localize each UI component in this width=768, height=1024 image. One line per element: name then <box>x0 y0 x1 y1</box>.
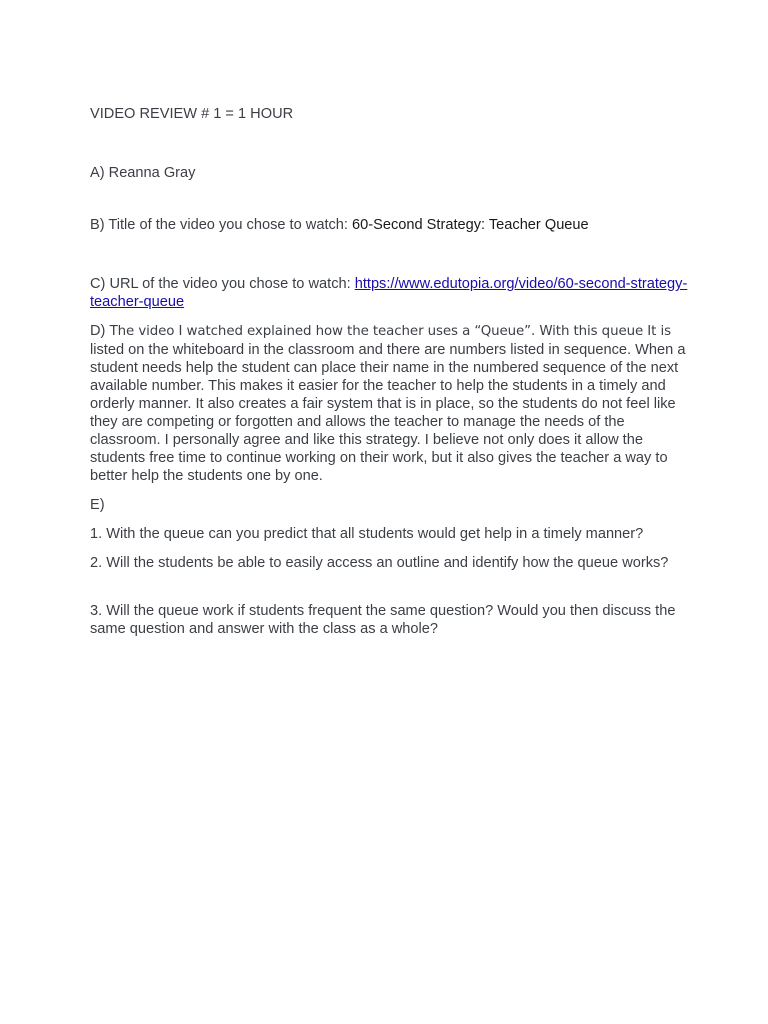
summary-label: D) <box>90 323 106 339</box>
video-url-line <box>90 275 690 311</box>
student-name-line: A) Reanna Gray <box>90 165 196 181</box>
summary-paragraph <box>90 322 690 485</box>
section-e-label: E) <box>90 497 105 513</box>
video-url-prefix: C) URL of the video you chose to watch: <box>90 276 355 292</box>
video-title-line <box>90 216 690 234</box>
document-title: VIDEO REVIEW # 1 = 1 HOUR <box>90 106 294 122</box>
video-title-value: 60-Second Strategy: Teacher Queue <box>352 217 589 233</box>
summary-body: listed on the whiteboard in the classroom and there are numbers listed in sequence. When a student needs help the student can place their name in the numbered sequence of the next available number. This makes it easier for the teacher to help the students in a timely and orderly manner. It also creates a fair system that is in place, so the students do not feel like they are competing or forgotten and allows the teacher to manage the needs of the classroom. I personally agree and like this strategy. I believe not only does it allow the students free time to continue working on their work, but it also gives the teacher a way to better help the students one by one. <box>90 342 686 484</box>
question-1: 1. With the queue can you predict that all students would get help in a timely manner? <box>90 526 644 542</box>
question-3: 3. Will the queue work if students frequent the same question? Would you then discuss the same question and answer with the class as a whole? <box>90 603 676 637</box>
video-title-prefix: B) Title of the video you chose to watch: <box>90 217 353 233</box>
summary-lead: The video I watched explained how the teacher uses a “Queue”. With this queue It is <box>105 324 671 339</box>
question-2: 2. Will the students be able to easily access an outline and identify how the queue works? <box>90 555 669 571</box>
video-url-link[interactable]: https://www.edutopia.org/video/60-second-strategy-teacher-queue <box>90 276 688 310</box>
